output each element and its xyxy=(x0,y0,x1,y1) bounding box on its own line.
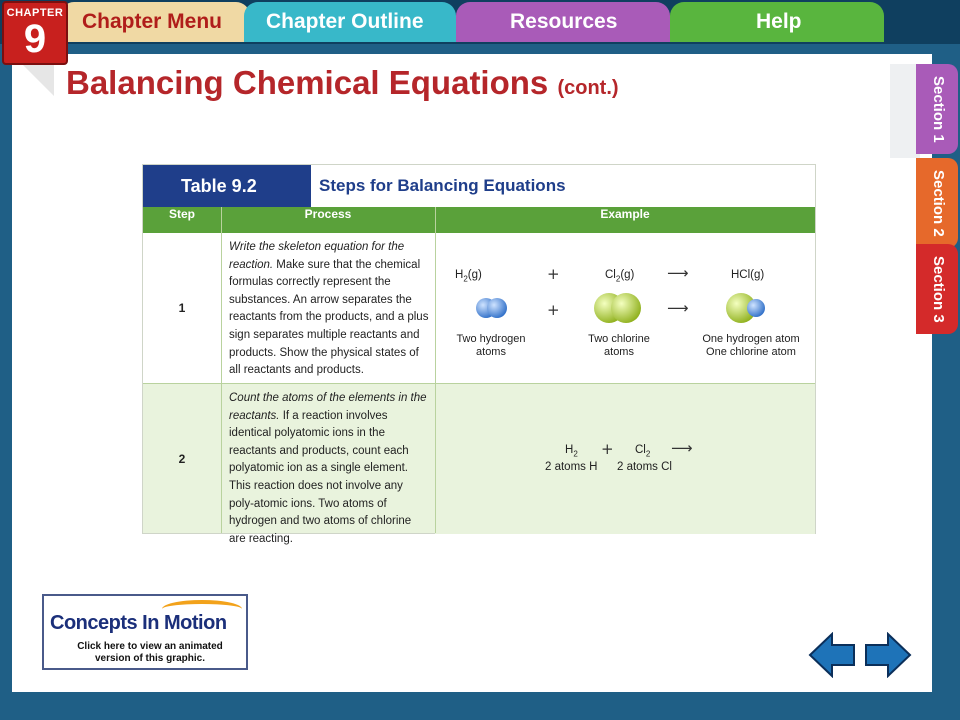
process-body: If a reaction involves identical polyatomic ions in the reactants and products, count each polyatomic ion as a single element. This reaction does not involve any poly-atomic ions. Two atoms of hydrogen and two atoms of chlorine are reacting. xyxy=(229,409,412,545)
next-arrow-icon[interactable] xyxy=(864,632,912,678)
formula-hcl: HCl(g) xyxy=(731,269,765,281)
concepts-in-motion-subtitle: Click here to view an animated version of this graphic. xyxy=(77,641,223,664)
table-column-headers xyxy=(143,207,815,233)
column-divider xyxy=(221,207,222,533)
table-number: Table 9.2 xyxy=(143,165,311,207)
steps-table xyxy=(142,164,816,545)
column-divider xyxy=(435,207,436,533)
hydrogen-molecule-icon xyxy=(475,295,509,321)
tab-chapter-outline[interactable]: Chapter Outline xyxy=(244,2,456,42)
atom-count-chlorine: 2 atoms Cl xyxy=(617,461,672,473)
concepts-in-motion-title: Concepts In Motion xyxy=(50,612,227,634)
page-title-text: Balancing Chemical Equations xyxy=(66,64,549,101)
formula-cl2: $Cl_2(g)$ xyxy=(605,269,635,284)
table-row xyxy=(143,383,815,545)
tab-section-3[interactable]: Section 3 xyxy=(916,244,958,334)
table-name: Steps for Balancing Equations xyxy=(311,165,815,207)
table-row xyxy=(143,233,815,383)
tab-resources[interactable]: Resources xyxy=(456,2,670,42)
step-number: 1 xyxy=(178,301,186,315)
tab-section-2[interactable]: Section 2 xyxy=(916,158,958,248)
page-title-suffix: (cont.) xyxy=(557,77,619,99)
tab-section-1[interactable]: Section 1 xyxy=(916,64,958,154)
process-italic: Write the skeleton equation for the reaction. xyxy=(229,241,405,271)
reaction-arrow: ⟶ xyxy=(671,439,693,457)
table-header xyxy=(143,165,815,207)
chapter-number: 9 xyxy=(23,17,47,61)
caption-hydrogen: Two hydrogen atoms xyxy=(456,333,526,358)
process-text xyxy=(229,239,429,380)
caption-hcl-line2: One chlorine atom xyxy=(706,346,796,358)
column-header-example: Example xyxy=(600,207,650,221)
reaction-arrow: ⟶ xyxy=(667,299,689,317)
formula-h2: $H_2$ xyxy=(565,444,578,459)
atom-count-hydrogen: 2 atoms H xyxy=(545,461,598,473)
process-text xyxy=(229,390,429,548)
caption-chlorine: Two chlorine atoms xyxy=(588,333,650,358)
process-body: Make sure that the chemical formulas correctly represent the substances. An arrow separates the reactants from the products, and a plus sign separates multiple reactants and products. Show the physical states of all reactants and products. xyxy=(229,258,429,377)
concepts-in-motion-button[interactable] xyxy=(42,594,248,670)
tab-chapter-menu[interactable]: Chapter Menu xyxy=(60,2,250,42)
chapter-label: CHAPTER xyxy=(6,7,64,19)
formula-h2: $H_2(g)$ xyxy=(455,269,482,284)
chapter-badge[interactable] xyxy=(2,1,68,65)
example-cell xyxy=(435,384,815,534)
example-cell xyxy=(435,233,815,383)
plus-sign: + xyxy=(547,265,560,283)
reaction-arrow: ⟶ xyxy=(667,264,689,282)
caption-hcl xyxy=(693,333,809,359)
process-italic: Count the atoms of the elements in the reactants. xyxy=(229,392,427,422)
column-header-step: Step xyxy=(168,207,195,221)
chlorine-molecule-icon xyxy=(593,291,643,325)
tab-help[interactable]: Help xyxy=(670,2,884,42)
column-header-process: Process xyxy=(304,207,352,221)
step-number: 2 xyxy=(178,451,186,466)
plus-sign: + xyxy=(601,440,614,458)
page-title xyxy=(66,64,619,102)
formula-cl2: $Cl_2$ xyxy=(635,444,651,459)
hydrogen-chloride-molecule-icon xyxy=(725,291,767,325)
previous-arrow-icon[interactable] xyxy=(808,632,856,678)
plus-sign: + xyxy=(547,301,560,319)
caption-hcl-line1: One hydrogen atom xyxy=(702,333,800,345)
